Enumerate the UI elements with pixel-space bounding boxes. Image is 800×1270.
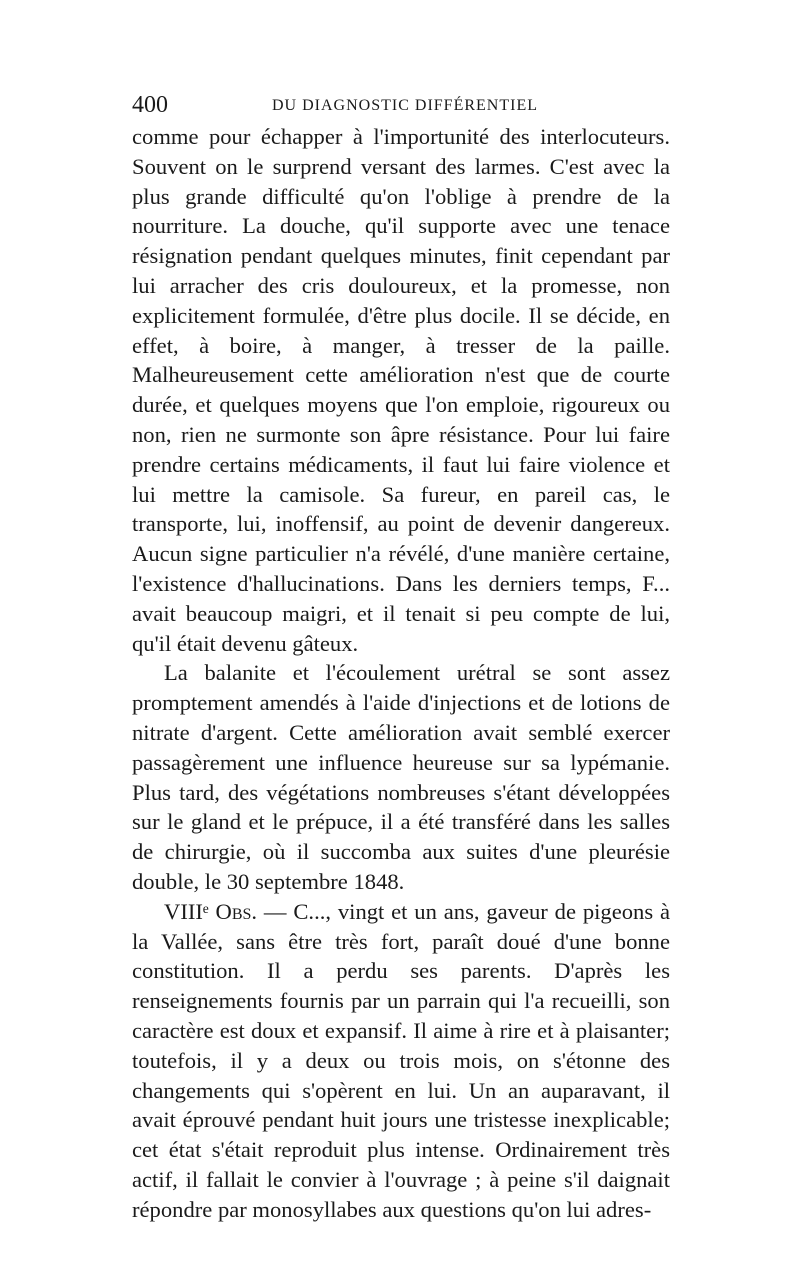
- paragraph-observation-viii: [132, 897, 670, 1225]
- observation-label: Obs.: [215, 898, 258, 924]
- paragraph-balanite: La balanite et l'écoulement urétral se sont assez promptement amendés à l'aide d'injections et de lotions de nitrate d'argent. Cette amélioration avait semblé exercer passagèrement une influence heureuse sur sa lypémanie. Plus tard, des végétations nombreuses s'étant développées sur le gland et le prépuce, il a été transféré dans les salles de chirurgie, où il succomba aux suites d'une pleurésie double, le 30 septembre 1848.: [132, 660, 670, 894]
- running-title: DU DIAGNOSTIC DIFFÉRENTIEL: [272, 97, 538, 114]
- observation-number: VIIIᵉ: [164, 898, 209, 924]
- page-number: 400: [132, 92, 168, 118]
- paragraph-continuation: comme pour échapper à l'importunité des interlocuteurs. Souvent on le surprend versant des larmes. C'est avec la plus grande difficulté qu'on l'oblige à prendre de la nourriture. La douche, qu'il supporte avec une tenace résignation pendant quelques minutes, finit cependant par lui arracher des cris douloureux, et la promesse, non explicitement formulée, d'être plus docile. Il se décide, en effet, à boire, à manger, à tresser de la paille. Malheureusement cette amélioration n'est que de courte durée, et quelques moyens que l'on emploie, rigoureux ou non, rien ne surmonte son âpre résistance. Pour lui faire prendre certains médicaments, il faut lui faire violence et lui mettre la camisole. Sa fureur, en pareil cas, le transporte, lui, inoffensif, au point de devenir dangereux. Aucun signe particulier n'a révélé, d'une manière certaine, l'existence d'hallucinations. Dans les derniers temps, F... avait beaucoup maigri, et il tenait si peu compte de lui, qu'il était devenu gâteux.: [132, 124, 670, 656]
- running-head: [132, 90, 670, 120]
- body-text: [132, 122, 670, 1224]
- observation-text: — C..., vingt et un ans, gaveur de pigeons à la Vallée, sans être très fort, paraît doué d'une bonne constitution. Il a perdu ses parents. D'après les renseignements fournis par un parrain qui l'a recueilli, son caractère est doux et expansif. Il aime à rire et à plaisanter; toutefois, il y a deux ou trois mois, on s'étonne des changements qui s'opèrent en lui. Un an auparavant, il avait éprouvé pendant huit jours une tristesse inexplicable; cet état s'était reproduit plus intense. Ordinairement très actif, il fallait le convier à l'ouvrage ; à peine s'il daignait répondre par monosyllabes aux questions qu'on lui adres-: [132, 898, 670, 1222]
